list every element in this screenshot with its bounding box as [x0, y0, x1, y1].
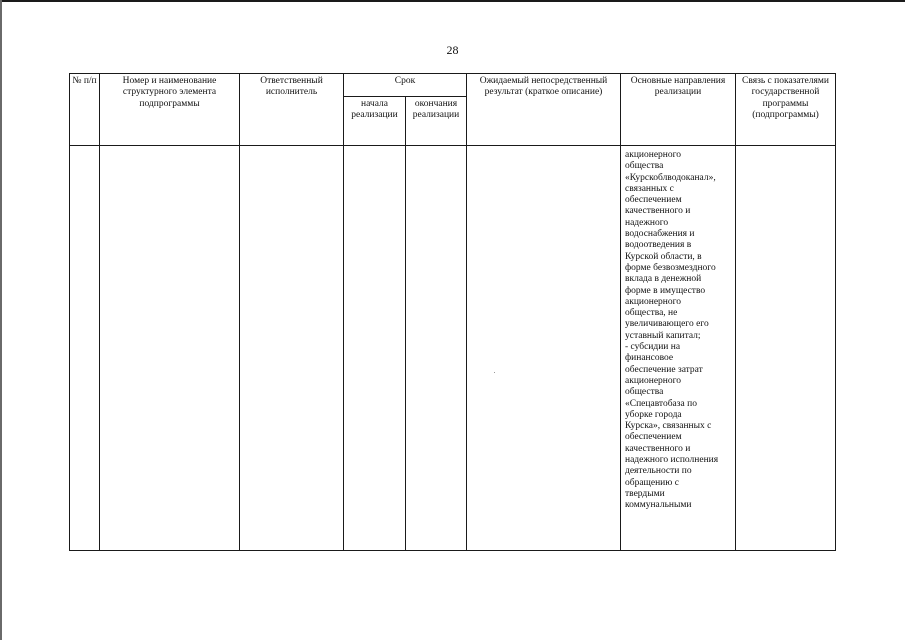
directions-line: обеспечением — [625, 195, 682, 206]
directions-line: общества — [625, 161, 664, 172]
header-executor: Ответственный исполнитель — [240, 74, 344, 146]
cell-expected-result — [467, 146, 621, 551]
header-expected-result: Ожидаемый непосредственный результат (краткое описание) — [467, 74, 621, 146]
directions-line: коммунальными — [625, 500, 692, 511]
directions-line: форме в имущество — [625, 285, 706, 296]
directions-line: связанных с — [625, 183, 674, 194]
directions-line: акционерного — [625, 375, 682, 386]
program-table — [69, 73, 836, 551]
directions-line: обеспечением — [625, 432, 682, 443]
header-link: Связь с показателями государственной программы (подпрограммы) — [736, 74, 836, 146]
directions-line: надежного — [625, 217, 669, 228]
directions-line: обеспечение затрат — [625, 364, 703, 375]
page-number: 28 — [446, 43, 459, 57]
directions-line: качественного и — [625, 443, 691, 454]
directions-line: водоснабжения и — [625, 229, 695, 240]
header-number: № п/п — [70, 74, 100, 146]
directions-line: уставный капитал; — [625, 330, 701, 341]
directions-line: Курской области, в — [625, 251, 702, 262]
table-row — [70, 146, 836, 551]
header-structural-element: Номер и наименование структурного элемента подпрограммы — [100, 74, 240, 146]
directions-line: качественного и — [625, 206, 691, 217]
cell-link — [736, 146, 836, 551]
directions-line: финансовое — [625, 353, 674, 364]
cell-directions — [621, 146, 736, 551]
directions-line: - субсидии на — [625, 342, 681, 353]
directions-line: водоотведения в — [625, 240, 692, 251]
directions-line: уборке города — [625, 409, 682, 420]
directions-line: акционерного — [625, 150, 682, 160]
scan-edge-top — [0, 0, 905, 2]
directions-line: общества — [625, 387, 664, 398]
cell-structural-element — [100, 146, 240, 551]
directions-line: вклада в денежной — [625, 274, 702, 285]
cell-executor — [240, 146, 344, 551]
scan-speck — [494, 372, 495, 373]
header-term-start: начала реализации — [344, 97, 406, 146]
directions-line: твердыми — [625, 488, 665, 499]
directions-line: «Курскоблводоканал», — [625, 172, 716, 183]
scan-edge-left — [0, 0, 2, 640]
header-term-end: окончания реализации — [406, 97, 467, 146]
directions-line: увеличивающего его — [625, 319, 709, 330]
directions-line: надежного исполнения — [625, 455, 719, 466]
directions-line: обращению с — [625, 477, 679, 488]
cell-term-start — [344, 146, 406, 551]
cell-number — [70, 146, 100, 551]
directions-line: форме безвозмездного — [625, 262, 716, 273]
directions-line: деятельности по — [625, 466, 692, 477]
cell-term-end — [406, 146, 467, 551]
header-term: Срок — [344, 74, 467, 97]
directions-line: Курска», связанных с — [625, 421, 712, 432]
directions-line: «Спецавтобаза по — [625, 398, 697, 409]
directions-line: общества, не — [625, 308, 678, 319]
directions-line: акционерного — [625, 296, 682, 307]
header-directions: Основные направления реализации — [621, 74, 736, 146]
